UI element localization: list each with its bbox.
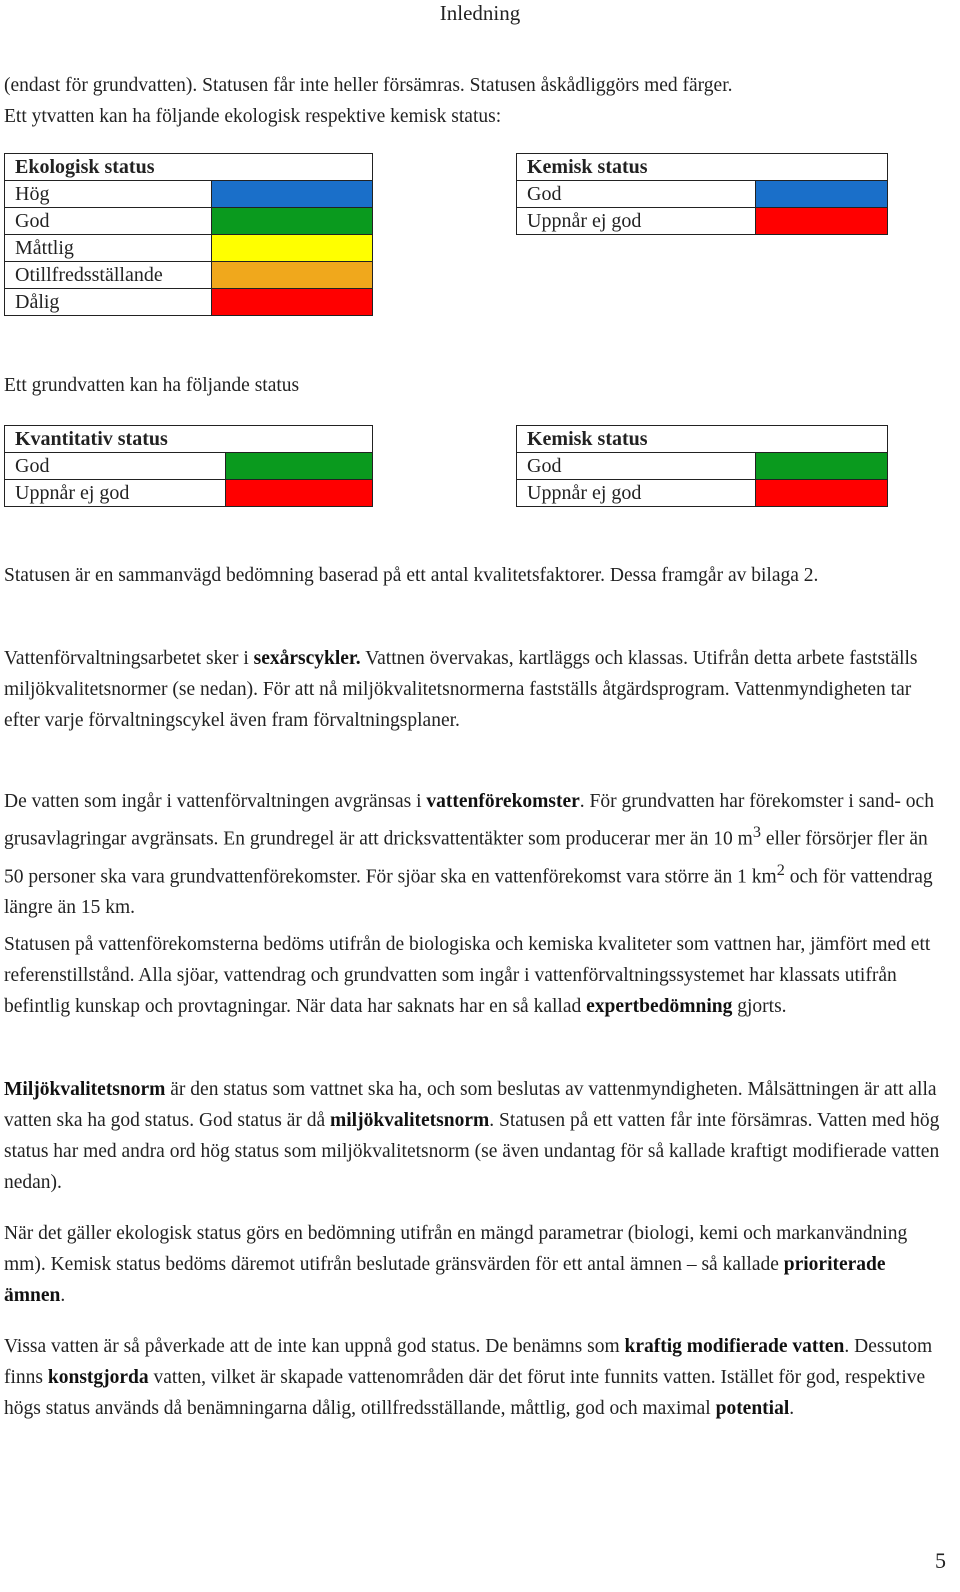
color-swatch-red bbox=[212, 289, 373, 316]
color-swatch-red bbox=[756, 208, 888, 235]
paragraph-water-management bbox=[4, 643, 948, 736]
superscript: 3 bbox=[752, 823, 761, 841]
table-row bbox=[5, 208, 373, 235]
bold-term: vattenförekomster bbox=[426, 791, 580, 812]
table-row bbox=[517, 453, 888, 480]
chemical-status-title: Kemisk status bbox=[517, 426, 888, 453]
chemical-status-title: Kemisk status bbox=[517, 154, 888, 181]
bold-term: miljökvalitetsnorm bbox=[330, 1110, 490, 1131]
text-span: . För grundvatten har förekomster i sand- och grusavlagringar avgränsats. En grundregel är att dricksvattentäkter som producerar mer än 10 m bbox=[4, 791, 934, 850]
color-swatch-orange bbox=[212, 262, 373, 289]
ecological-status-table bbox=[4, 153, 373, 316]
color-swatch-green bbox=[756, 453, 888, 480]
status-label: Uppnår ej god bbox=[517, 208, 756, 235]
table-row bbox=[517, 154, 888, 181]
superscript: 2 bbox=[776, 860, 785, 879]
status-label: Otillfredsställande bbox=[5, 262, 212, 289]
paragraph-modified-waters bbox=[4, 1331, 948, 1424]
page-number: 5 bbox=[935, 1548, 946, 1573]
table-row bbox=[517, 208, 888, 235]
bold-term: expertbedömning bbox=[586, 996, 733, 1017]
status-label: Uppnår ej god bbox=[5, 480, 226, 507]
text-span: och för vattendrag längre än 15 km. bbox=[4, 866, 933, 918]
text-span: gjorts. bbox=[732, 996, 787, 1017]
text-span: Vattnen övervakas, kartläggs och klassas. Utifrån detta arbete fastställs miljökvalitetsnormer (se nedan). För att nå miljökvalitetsnormerna fastställs åtgärdsprogram. Vattenmyndigheten tar efter varje förvaltningscykel även fram förvaltningsplaner. bbox=[4, 648, 918, 731]
text-span: De vatten som ingår i vattenförvaltningen avgränsas i bbox=[4, 791, 427, 812]
text-span: Vattenförvaltningsarbetet sker i bbox=[4, 648, 254, 669]
table-row bbox=[5, 154, 373, 181]
intro-line-1: (endast för grundvatten). Statusen får inte heller försämras. Statusen åskådliggörs med färger. bbox=[4, 75, 733, 96]
status-label: God bbox=[5, 453, 226, 480]
table-row bbox=[5, 453, 373, 480]
quantitative-status-title: Kvantitativ status bbox=[5, 426, 373, 453]
table-row bbox=[517, 480, 888, 507]
text-span: . Dessutom finns bbox=[4, 1336, 933, 1388]
color-swatch-green bbox=[226, 453, 373, 480]
table-row bbox=[5, 262, 373, 289]
status-label: Uppnår ej god bbox=[517, 480, 756, 507]
color-swatch-red bbox=[756, 480, 888, 507]
color-swatch-yellow bbox=[212, 235, 373, 262]
table-row bbox=[517, 181, 888, 208]
status-label: Hög bbox=[5, 181, 212, 208]
paragraph-environmental-norm bbox=[4, 1074, 948, 1198]
text-span: . Statusen på ett vatten får inte försämras. Vatten med hög status har med andra ord hög status som miljökvalitetsnorm (se även undantag för så kallade kraftigt modifierade vatten nedan). bbox=[4, 1110, 940, 1193]
ecological-status-title: Ekologisk status bbox=[5, 154, 373, 181]
text-span: . bbox=[789, 1398, 795, 1419]
paragraph-status-assessment: Statusen är en sammanvägd bedömning baserad på ett antal kvalitetsfaktorer. Dessa framgår av bilaga 2. bbox=[4, 565, 819, 586]
table-row bbox=[5, 181, 373, 208]
text-span: är den status som vattnet ska ha, och som beslutas av vattenmyndigheten. Målsättningen är att alla vatten ska ha god status. God status är då bbox=[4, 1079, 937, 1131]
bold-term: kraftig modifierade vatten bbox=[624, 1336, 845, 1357]
table-row bbox=[517, 426, 888, 453]
quantitative-status-table bbox=[4, 425, 373, 507]
color-swatch-blue bbox=[212, 181, 373, 208]
bold-term: Miljökvalitetsnorm bbox=[4, 1079, 166, 1100]
color-swatch-blue bbox=[756, 181, 888, 208]
table-row bbox=[5, 480, 373, 507]
groundwater-chemical-status-table bbox=[516, 425, 888, 507]
status-label: God bbox=[517, 181, 756, 208]
page-header: Inledning bbox=[439, 1, 521, 25]
text-span: eller försörjer fler än 50 personer ska vara grundvattenförekomster. För sjöar ska en vattenförekomst vara större än 1 km bbox=[4, 828, 928, 887]
status-label: Dålig bbox=[5, 289, 212, 316]
paragraph-water-bodies bbox=[4, 786, 948, 923]
intro-line-2: Ett ytvatten kan ha följande ekologisk respektive kemisk status: bbox=[4, 106, 502, 127]
intro-text bbox=[4, 70, 948, 132]
color-swatch-green bbox=[212, 208, 373, 235]
status-label: God bbox=[5, 208, 212, 235]
text-span: . bbox=[60, 1285, 66, 1306]
table-row bbox=[5, 426, 373, 453]
bold-term: konstgjorda bbox=[47, 1367, 149, 1388]
text-span: När det gäller ekologisk status görs en bedömning utifrån en mängd parametrar (biologi, kemi och markanvändning mm). Kemisk status bedöms däremot utifrån beslutade gränsvärden för ett antal ämnen – så kallade bbox=[4, 1223, 908, 1275]
status-label: Måttlig bbox=[5, 235, 212, 262]
text-span: vatten, vilket är skapade vattenområden där det förut inte funnits vatten. Istället för god, respektive högs status används då benämningarna dålig, otillfredsställande, måttlig, god och maximal bbox=[4, 1367, 926, 1419]
bold-term: prioriterade ämnen bbox=[4, 1254, 886, 1306]
status-label: God bbox=[517, 453, 756, 480]
surface-chemical-status-table bbox=[516, 153, 888, 235]
bold-term: sexårscykler. bbox=[253, 648, 361, 669]
table-row bbox=[5, 235, 373, 262]
text-span: Vissa vatten är så påverkade att de inte kan uppnå god status. De benämns som bbox=[4, 1336, 625, 1357]
bold-term: potential bbox=[715, 1398, 790, 1419]
table-row bbox=[5, 289, 373, 316]
paragraph-status-evaluation bbox=[4, 929, 948, 1022]
text-span: Statusen på vattenförekomsterna bedöms utifrån de biologiska och kemiska kvaliteter som vattnen har, jämfört med ett referenstillstånd. Alla sjöar, vattendrag och grundvatten som ingår i vattenförvaltningssystemet har klassats utifrån befintlig kunskap och provtagningar. När data har saknats har en så kallad bbox=[4, 934, 931, 1017]
paragraph-ecological-assessment bbox=[4, 1218, 948, 1311]
groundwater-intro: Ett grundvatten kan ha följande status bbox=[4, 375, 300, 396]
color-swatch-red bbox=[226, 480, 373, 507]
